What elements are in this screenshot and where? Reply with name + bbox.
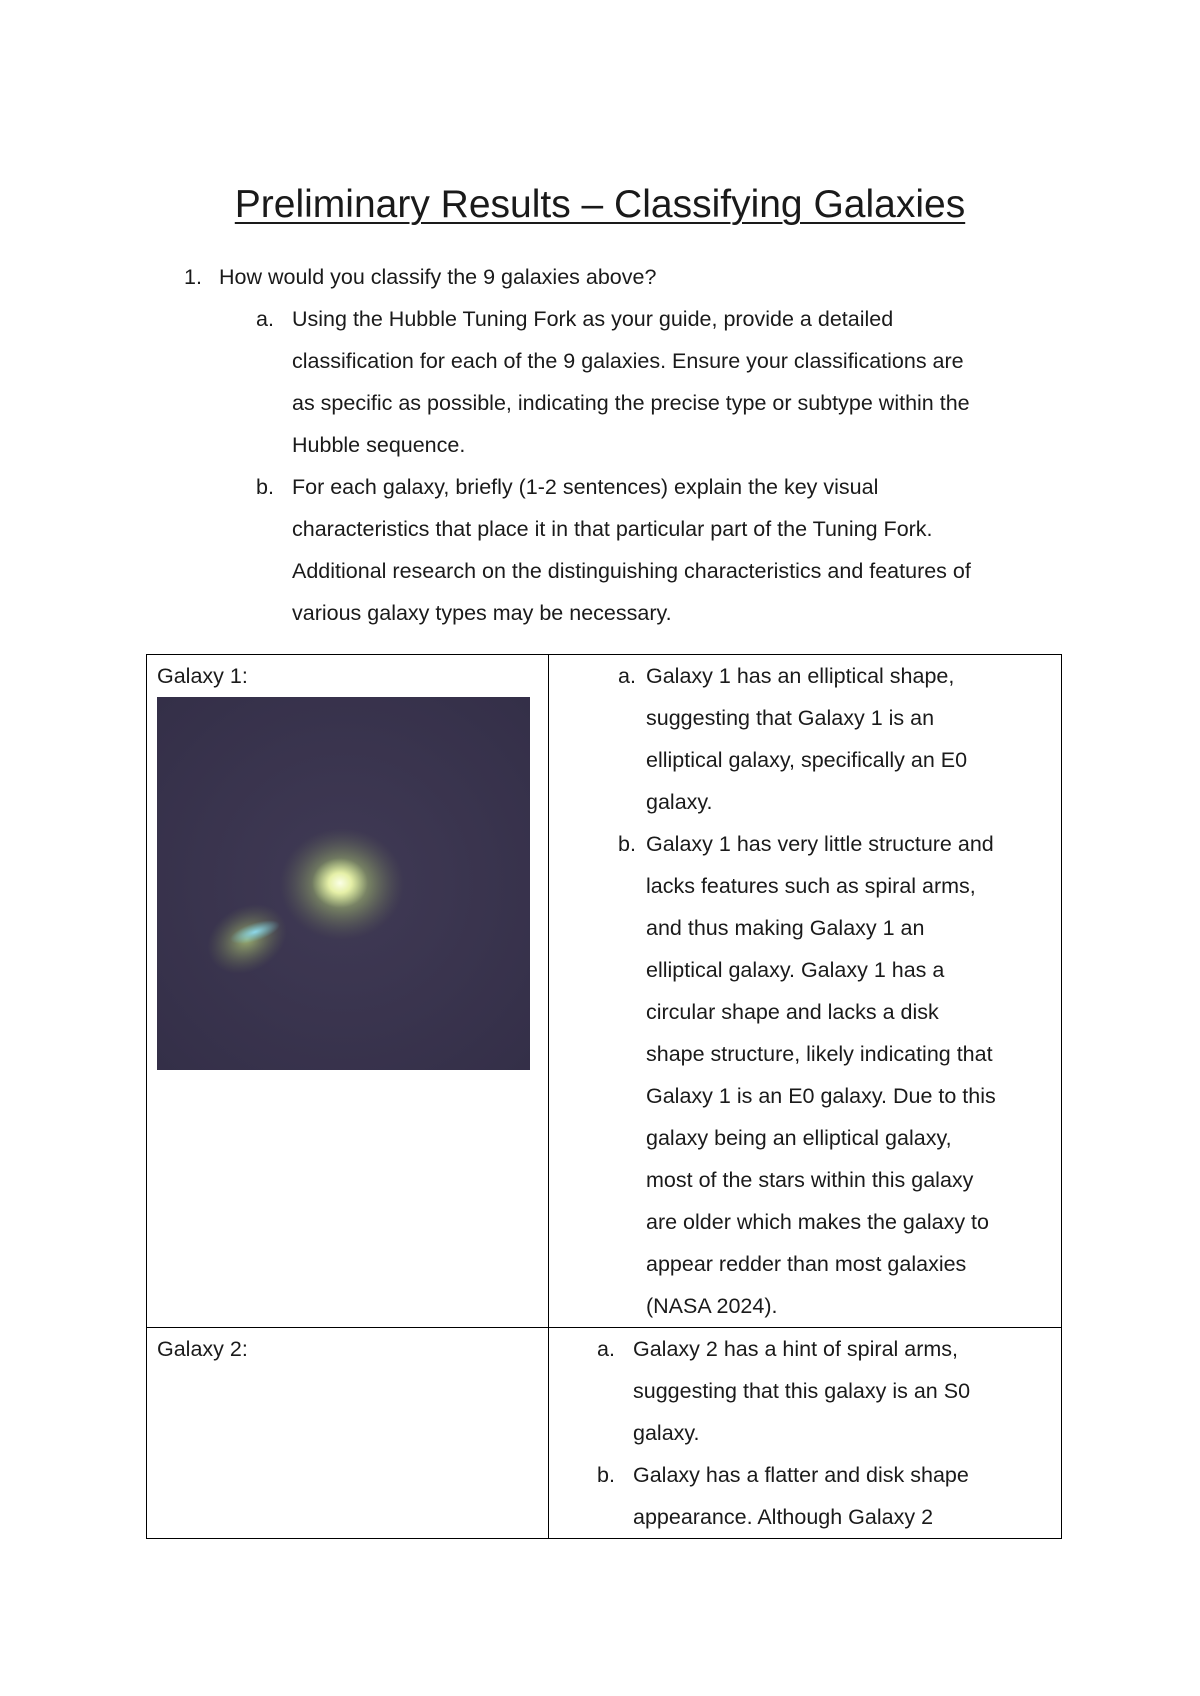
part-b-marker: b. xyxy=(256,475,274,499)
text-line: suggesting that this galaxy is an S0 xyxy=(633,1379,971,1403)
answer-list xyxy=(549,1328,1061,1538)
text-line: Galaxy 1 is an E0 galaxy. Due to this xyxy=(646,1084,996,1108)
text-line: various galaxy types may be necessary. xyxy=(292,601,672,625)
list-item xyxy=(549,1328,1061,1454)
text-line: galaxy. xyxy=(646,790,713,814)
answer-marker: a. xyxy=(618,664,636,688)
text-line: shape structure, likely indicating that xyxy=(646,1042,993,1066)
text-line: Additional research on the distinguishing characteristics and features of xyxy=(292,559,971,583)
part-a-text xyxy=(292,298,970,466)
text-line: galaxy. xyxy=(633,1421,700,1445)
text-line: Using the Hubble Tuning Fork as your guide, provide a detailed xyxy=(292,307,894,331)
galaxy-core xyxy=(312,858,368,908)
table-row xyxy=(147,1328,1062,1539)
text-line: Hubble sequence. xyxy=(292,433,466,457)
text-line: appearance. Although Galaxy 2 xyxy=(633,1505,934,1529)
text-line: galaxy being an elliptical galaxy, xyxy=(646,1126,952,1150)
text-line: lacks features such as spiral arms, xyxy=(646,874,976,898)
answer-cell xyxy=(549,655,1062,1328)
text-line: (NASA 2024). xyxy=(646,1294,778,1318)
galaxy-cell xyxy=(147,655,549,1328)
text-line: appear redder than most galaxies xyxy=(646,1252,967,1276)
galaxy-label: Galaxy 1: xyxy=(157,664,248,688)
answer-marker: b. xyxy=(597,1463,615,1487)
part-a-marker: a. xyxy=(256,307,274,331)
list-item xyxy=(549,1454,1061,1538)
text-line: as specific as possible, indicating the precise type or subtype within the xyxy=(292,391,970,415)
answer-cell xyxy=(549,1328,1062,1539)
galaxy-1-image xyxy=(157,697,530,1070)
text-line: suggesting that Galaxy 1 is an xyxy=(646,706,935,730)
answer-marker: b. xyxy=(618,832,636,856)
text-line: are older which makes the galaxy to xyxy=(646,1210,989,1234)
text-line: most of the stars within this galaxy xyxy=(646,1168,974,1192)
text-line: circular shape and lacks a disk xyxy=(646,1000,939,1024)
text-line: elliptical galaxy. Galaxy 1 has a xyxy=(646,958,945,982)
text-line: Galaxy 1 has an elliptical shape, xyxy=(646,664,955,688)
galaxy-label: Galaxy 2: xyxy=(157,1337,248,1361)
list-item xyxy=(549,655,1061,823)
galaxy-cell xyxy=(147,1328,549,1539)
text-line: Galaxy 1 has very little structure and xyxy=(646,832,994,856)
text-line: characteristics that place it in that particular part of the Tuning Fork. xyxy=(292,517,933,541)
text-line: elliptical galaxy, specifically an E0 xyxy=(646,748,968,772)
document-title: Preliminary Results – Classifying Galaxies xyxy=(234,183,966,226)
text-line: classification for each of the 9 galaxies. Ensure your classifications are xyxy=(292,349,964,373)
part-b-text xyxy=(292,466,971,634)
question-text: How would you classify the 9 galaxies above? xyxy=(219,265,657,289)
text-line: Galaxy 2 has a hint of spiral arms, xyxy=(633,1337,959,1361)
text-line: and thus making Galaxy 1 an xyxy=(646,916,925,940)
text-line: Galaxy has a flatter and disk shape xyxy=(633,1463,969,1487)
question-number: 1. xyxy=(184,265,202,289)
answer-marker: a. xyxy=(597,1337,615,1361)
list-item xyxy=(549,823,1061,1327)
answer-list xyxy=(549,655,1061,1327)
table-row xyxy=(147,655,1062,1328)
text-line: For each galaxy, briefly (1-2 sentences) explain the key visual xyxy=(292,475,879,499)
classification-table xyxy=(146,654,1062,1539)
